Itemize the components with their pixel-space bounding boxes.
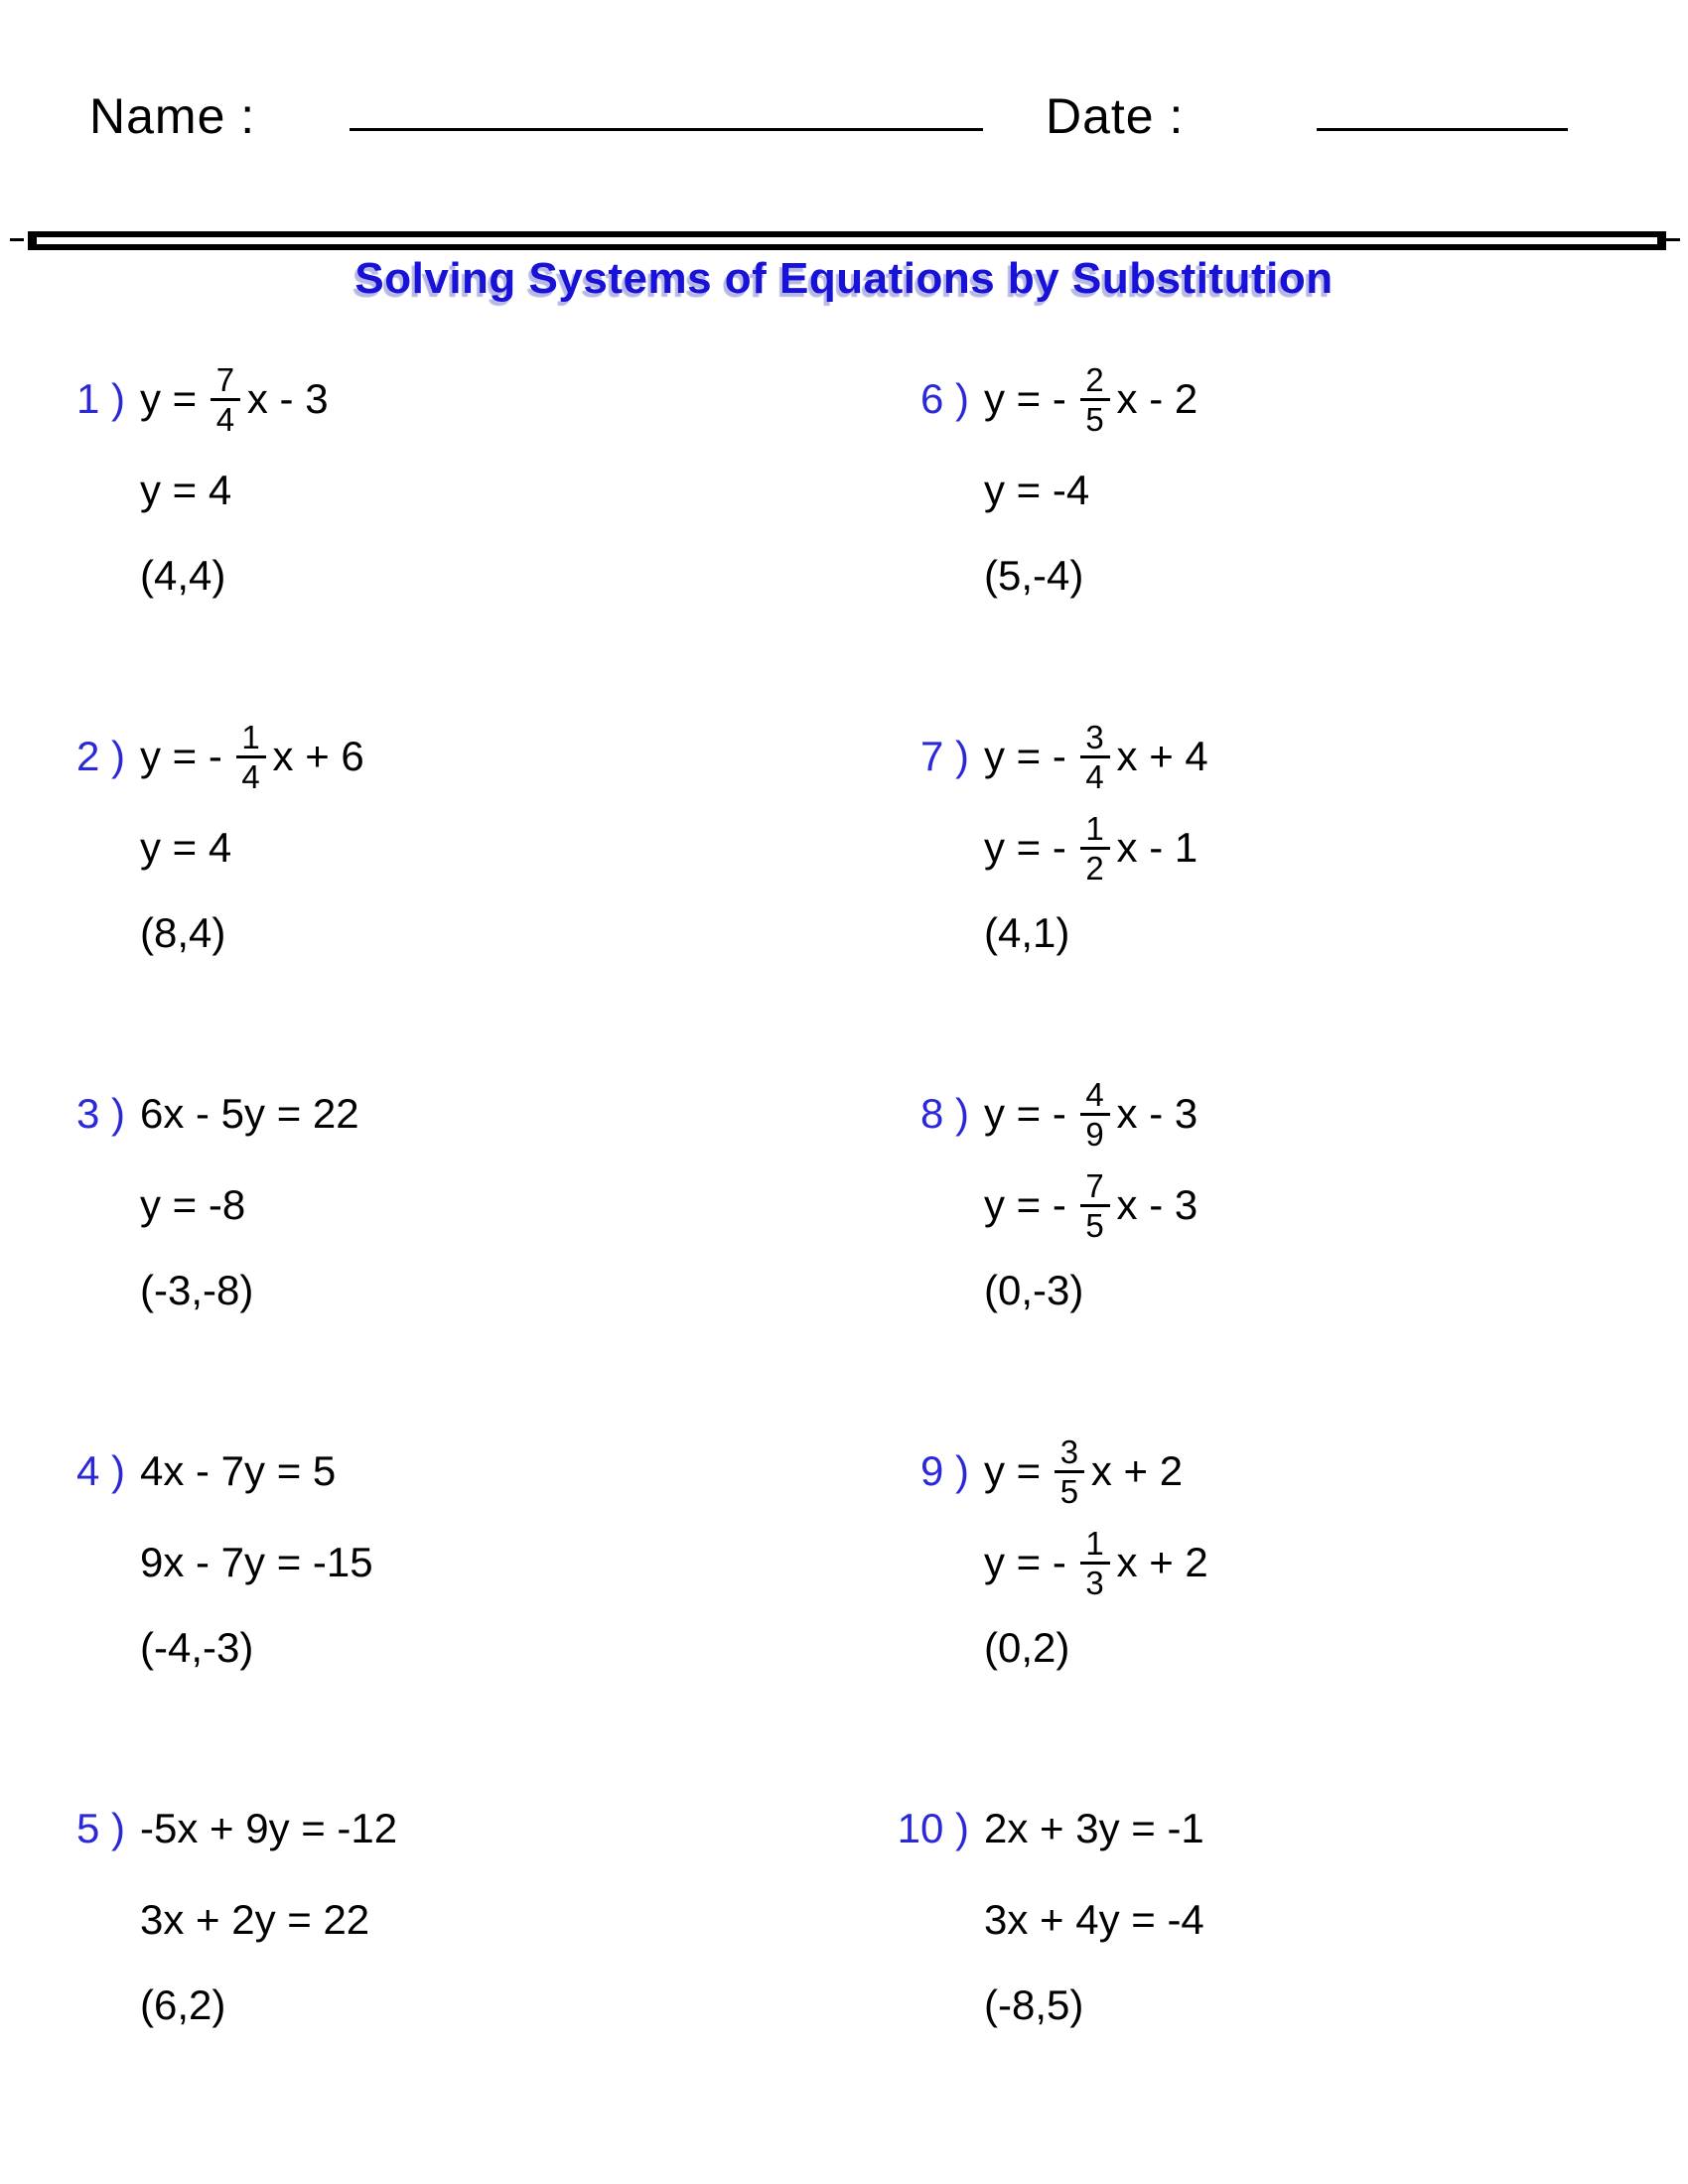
fraction-denominator: 2	[1085, 849, 1104, 887]
equation	[140, 1090, 359, 1138]
answer-line	[984, 1241, 1638, 1340]
answer-line	[140, 1598, 794, 1698]
problem-6	[884, 349, 1638, 625]
problem-number: 8 )	[919, 1090, 969, 1137]
fraction-numerator: 4	[1085, 1075, 1104, 1113]
equation-line-1	[40, 707, 794, 806]
answer-coordinates: (6,2)	[140, 1981, 226, 2028]
answer-coordinates: (8,4)	[140, 909, 226, 956]
fraction-numerator: 1	[241, 718, 260, 755]
equation-text: x - 3	[246, 375, 329, 422]
problem-number: 10 )	[897, 1805, 969, 1851]
fraction-denominator: 5	[1085, 1206, 1104, 1244]
answer-coordinates: (0,-3)	[984, 1267, 1084, 1313]
equation-text: 2x + 3y = -1	[984, 1805, 1204, 1851]
problem-number: 1 )	[75, 375, 125, 422]
equation	[984, 1805, 1204, 1852]
equation-text: 3x + 2y = 22	[140, 1896, 370, 1943]
fraction-numerator: 2	[1085, 360, 1104, 398]
problem-number: 9 )	[919, 1447, 969, 1494]
equation-text: y = -	[984, 733, 1078, 779]
date-label: Date :	[1046, 88, 1185, 144]
equation-text: x - 3	[1116, 1090, 1198, 1137]
equation	[984, 467, 1089, 514]
equation-text: x + 6	[272, 733, 364, 779]
equation-text: y = -	[984, 824, 1078, 871]
fraction-denominator: 3	[1085, 1564, 1104, 1601]
fraction-denominator: 5	[1059, 1472, 1079, 1510]
answer-coordinates: (-4,-3)	[140, 1624, 254, 1671]
equation-line-1	[40, 1064, 794, 1163]
problem-2	[40, 707, 794, 983]
equation-text: 3x + 4y = -4	[984, 1896, 1204, 1943]
answer-coordinates: (4,1)	[984, 909, 1070, 956]
equation	[984, 1077, 1197, 1152]
equation-line-2	[984, 1156, 1638, 1255]
name-blank-line[interactable]	[350, 128, 983, 131]
equation-text: y = -	[984, 1090, 1078, 1137]
equation	[140, 1447, 336, 1495]
equation	[140, 1539, 373, 1586]
equation-line-2	[140, 1513, 794, 1612]
equation-line-1	[884, 1422, 1638, 1521]
fraction-denominator: 4	[241, 757, 260, 795]
fraction-numerator: 3	[1085, 718, 1104, 755]
answer-line	[984, 1956, 1638, 2055]
equation	[984, 362, 1197, 437]
equation-text: y = -	[140, 733, 234, 779]
equation	[140, 1805, 397, 1852]
equation-text: y = -4	[984, 467, 1090, 513]
fraction-numerator: 7	[1085, 1166, 1104, 1204]
problem-number: 4 )	[75, 1447, 125, 1494]
answer-line	[140, 1241, 794, 1340]
equation-line-2	[984, 1870, 1638, 1970]
equation-text: x + 2	[1090, 1447, 1184, 1494]
fraction	[236, 720, 266, 794]
fraction	[1080, 362, 1110, 437]
fraction	[1080, 1077, 1110, 1152]
problem-number: 7 )	[919, 733, 969, 779]
fraction	[1080, 1168, 1110, 1243]
equation	[984, 1896, 1204, 1944]
answer-coordinates: (-8,5)	[984, 1981, 1084, 2028]
fraction-denominator: 5	[1085, 400, 1104, 438]
problem-3	[40, 1064, 794, 1340]
equation-line-1	[40, 1422, 794, 1521]
fraction-numerator: 1	[1085, 1524, 1104, 1562]
answer-coordinates: (5,-4)	[984, 552, 1084, 599]
fraction	[1055, 1434, 1084, 1509]
fraction	[211, 362, 240, 437]
equation-text: y = 4	[140, 467, 232, 513]
problem-10	[884, 1779, 1638, 2055]
equation-text: y = 4	[140, 824, 232, 871]
problem-number: 2 )	[75, 733, 125, 779]
answer-line	[140, 884, 794, 983]
equation-text: 9x - 7y = -15	[140, 1539, 373, 1585]
equation-line-1	[884, 349, 1638, 449]
answer-coordinates: (0,2)	[984, 1624, 1070, 1671]
equation	[140, 362, 329, 437]
worksheet-title: Solving Systems of Equations by Substitution	[354, 254, 1334, 303]
answer-line	[984, 1598, 1638, 1698]
equation	[984, 1526, 1208, 1600]
problem-4	[40, 1422, 794, 1698]
answer-line	[140, 526, 794, 625]
answer-line	[140, 1956, 794, 2055]
equation-text: x - 1	[1116, 824, 1198, 871]
fraction	[1080, 1526, 1110, 1600]
equation	[140, 467, 231, 514]
equation	[984, 720, 1208, 794]
equation-line-1	[40, 349, 794, 449]
equation-text: 4x - 7y = 5	[140, 1447, 337, 1494]
problem-number: 5 )	[75, 1805, 125, 1851]
equation-line-1	[884, 707, 1638, 806]
equation-line-1	[884, 1779, 1638, 1878]
equation-text: x + 2	[1116, 1539, 1208, 1585]
fraction-numerator: 1	[1085, 809, 1104, 847]
equation-text: x + 4	[1116, 733, 1208, 779]
problem-9	[884, 1422, 1638, 1698]
equation-text: x - 3	[1116, 1181, 1198, 1228]
divider-end-dash-left	[10, 238, 24, 241]
equation-line-2	[984, 1513, 1638, 1612]
fraction	[1080, 811, 1110, 886]
equation-text: y = -8	[140, 1181, 246, 1228]
equation-line-1	[884, 1064, 1638, 1163]
problem-1	[40, 349, 794, 625]
fraction-numerator: 7	[215, 360, 235, 398]
equation	[140, 1181, 245, 1229]
equation-text: y =	[984, 1447, 1053, 1494]
problem-7	[884, 707, 1638, 983]
fraction	[1080, 720, 1110, 794]
equation	[984, 1168, 1197, 1243]
answer-coordinates: (4,4)	[140, 552, 226, 599]
equation	[140, 1896, 369, 1944]
equation-text: x - 2	[1116, 375, 1198, 422]
name-label: Name :	[89, 88, 256, 144]
equation-line-2	[140, 1156, 794, 1255]
problem-number: 6 )	[919, 375, 969, 422]
equation	[984, 811, 1197, 886]
fraction-denominator: 4	[215, 400, 235, 438]
fraction-denominator: 9	[1085, 1115, 1104, 1153]
equation	[984, 1434, 1183, 1509]
problem-8	[884, 1064, 1638, 1340]
divider-end-dash-right	[1666, 238, 1680, 241]
equation-line-2	[140, 798, 794, 897]
equation-line-2	[140, 1870, 794, 1970]
fraction-denominator: 4	[1085, 757, 1104, 795]
equation	[140, 824, 231, 872]
answer-coordinates: (-3,-8)	[140, 1267, 254, 1313]
equation-text: y = -	[984, 1181, 1078, 1228]
problem-5	[40, 1779, 794, 2055]
equation-text: 6x - 5y = 22	[140, 1090, 359, 1137]
equation-line-2	[984, 441, 1638, 540]
equation-text: -5x + 9y = -12	[140, 1805, 398, 1851]
equation-line-2	[984, 798, 1638, 897]
equation-text: y =	[140, 375, 209, 422]
equation-line-1	[40, 1779, 794, 1878]
equation-text: y = -	[984, 1539, 1078, 1585]
equation	[140, 720, 364, 794]
answer-line	[984, 884, 1638, 983]
problem-number: 3 )	[75, 1090, 125, 1137]
date-blank-line[interactable]	[1317, 128, 1568, 131]
answer-line	[984, 526, 1638, 625]
equation-line-2	[140, 441, 794, 540]
equation-text: y = -	[984, 375, 1078, 422]
divider-bar	[28, 231, 1666, 250]
fraction-numerator: 3	[1059, 1433, 1079, 1470]
